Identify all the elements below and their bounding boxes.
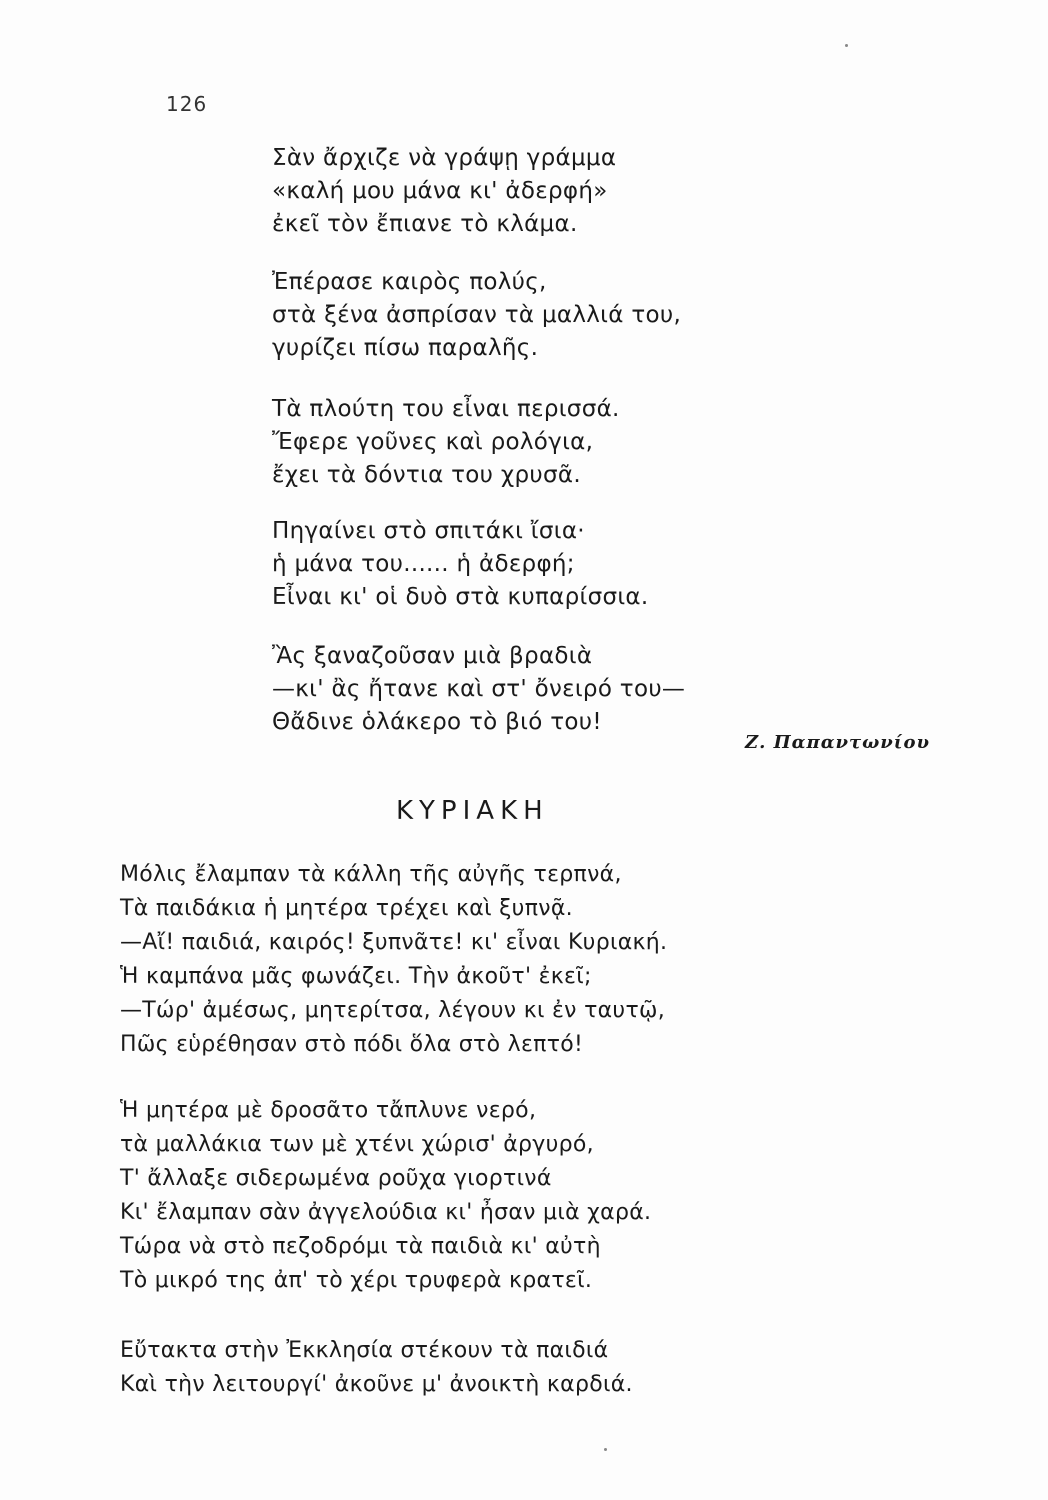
poem-line: Ἐπέρασε καιρὸς πολύς, [272, 269, 547, 295]
poem-line: Τὰ πλούτη του εἶναι περισσά. [272, 396, 620, 422]
print-speck [845, 44, 848, 47]
poem-title: ΚΥΡΙΑΚΗ [396, 796, 549, 826]
poem-line: «καλή μου μάνα κι' ἀδερφή» [272, 178, 608, 204]
poem1-stanza-2 [272, 266, 792, 365]
poem2-stanza-1 [120, 858, 840, 1062]
author-signature: Ζ. Παπαντωνίου [745, 732, 930, 753]
page-number: 126 [166, 92, 208, 116]
poem1-stanza-4 [272, 515, 792, 614]
poem-line: ἔχει τὰ δόντια του χρυσᾶ. [272, 462, 581, 488]
poem-line: ἐκεῖ τὸν ἔπιανε τὸ κλάμα. [272, 211, 578, 237]
poem-line: —κι' ἂς ἤτανε καὶ στ' ὄνειρό του— [272, 676, 686, 702]
poem-line: Τὸ μικρό της ἀπ' τὸ χέρι τρυφερὰ κρατεῖ. [120, 1268, 593, 1293]
poem2-stanza-2 [120, 1094, 840, 1298]
poem-line: Θἄδινε ὁλάκερο τὸ βιό του! [272, 709, 602, 735]
poem-line: Ἂς ξαναζοῦσαν μιὰ βραδιὰ [272, 643, 593, 669]
poem-line: Κι' ἔλαμπαν σὰν ἀγγελούδια κι' ἦσαν μιὰ χαρά. [120, 1200, 652, 1225]
poem1-stanza-1 [272, 142, 792, 241]
poem-line: ἡ μάνα του...... ἡ ἀδερφή; [272, 551, 575, 577]
poem-line: στὰ ξένα ἀσπρίσαν τὰ μαλλιά του, [272, 302, 682, 328]
poem-line: Σὰν ἄρχιζε νὰ γράψῃ γράμμα [272, 145, 617, 171]
poem-line: Εἶναι κι' οἱ δυὸ στὰ κυπαρίσσια. [272, 584, 649, 610]
poem-line: Τώρα νὰ στὸ πεζοδρόμι τὰ παιδιὰ κι' αὐτὴ [120, 1234, 601, 1259]
poem-line: Πηγαίνει στὸ σπιτάκι ἴσια· [272, 518, 585, 544]
poem-line: Τὰ παιδάκια ἡ μητέρα τρέχει καὶ ξυπνᾷ. [120, 896, 573, 921]
poem-line: Ἡ μητέρα μὲ δροσᾶτο τἄπλυνε νερό, [120, 1098, 537, 1123]
poem-line: Ἡ καμπάνα μᾶς φωνάζει. Τὴν ἀκοῦτ' ἐκεῖ; [120, 964, 592, 989]
poem-line: —Τώρ' ἀμέσως, μητερίτσα, λέγουν κι ἐν ταυτῷ, [120, 998, 666, 1023]
poem1-stanza-3 [272, 393, 792, 492]
poem-line: Μόλις ἔλαμπαν τὰ κάλλη τῆς αὐγῆς τερπνά, [120, 862, 622, 887]
print-speck [604, 1448, 607, 1451]
poem-line: τὰ μαλλάκια των μὲ χτένι χώρισ' ἀργυρό, [120, 1132, 594, 1157]
poem-line: Εὔτακτα στὴν Ἐκκλησία στέκουν τὰ παιδιά [120, 1338, 609, 1363]
poem-line: Ἔφερε γοῦνες καὶ ρολόγια, [272, 429, 594, 455]
poem-line: —Αἴ! παιδιά, καιρός! ξυπνᾶτε! κι' εἶναι Κυριακή. [120, 930, 668, 955]
poem2-stanza-3 [120, 1334, 840, 1402]
poem-line: γυρίζει πίσω παραλῆς. [272, 335, 539, 361]
poem-line: Τ' ἄλλαξε σιδερωμένα ροῦχα γιορτινά [120, 1166, 552, 1191]
poem1-stanza-5 [272, 640, 792, 739]
poem-line: Πῶς εὑρέθησαν στὸ πόδι ὅλα στὸ λεπτό! [120, 1032, 584, 1057]
poem-line: Καὶ τὴν λειτουργί' ἀκοῦνε μ' ἀνοικτὴ καρδιά. [120, 1372, 633, 1397]
